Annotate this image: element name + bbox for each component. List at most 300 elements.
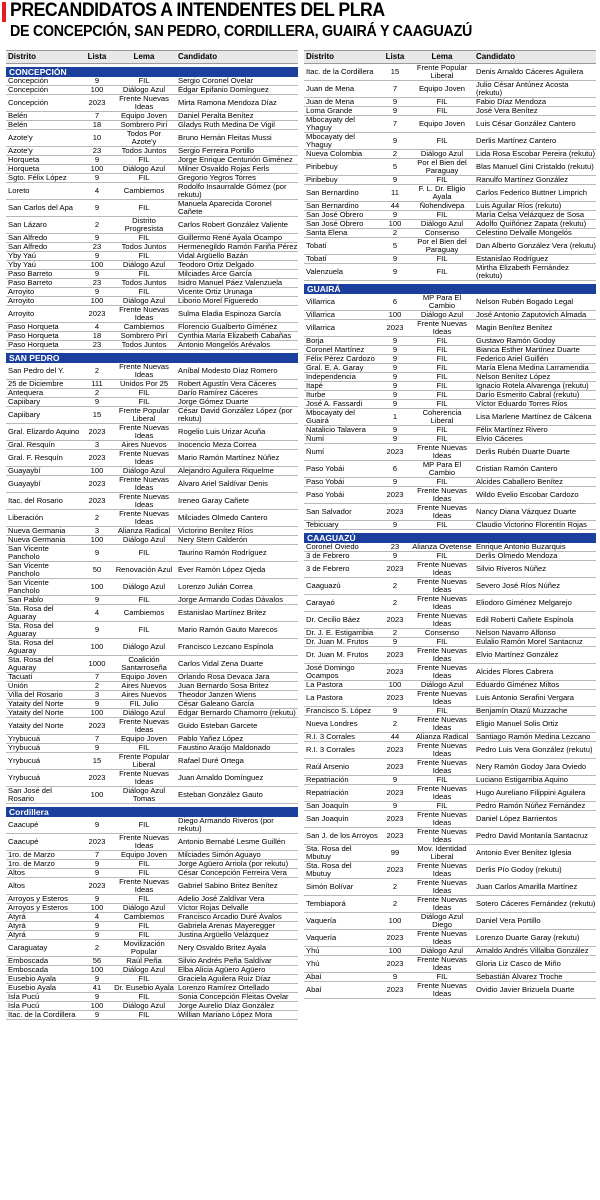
distrito-cell: Repatriación [306,776,349,784]
candidato-cell: Gladys Ruth Medina De Vigil [178,121,275,129]
lista-cell: 100 [388,946,402,955]
lista-cell: 4 [94,608,100,617]
candidato-cell: Guido Esteban Garcete [178,722,258,730]
lista-cell: 56 [92,956,102,965]
table-row [304,733,596,742]
candidato-cell: Victorino Benítez Ríos [178,527,253,535]
candidato-cell: Antonio Mongelós Arévalos [178,341,271,349]
lema-cell: Cambiemos [123,609,165,617]
department-heading: CONCEPCIÓN [6,67,298,77]
distrito-cell: Dr. Juan M. Frutos [306,651,369,659]
candidato-cell: Luciano Estigarribia Aquino [476,776,569,784]
table-row [6,656,298,673]
lema-cell: Frente Nuevas Ideas [417,647,467,663]
lema-cell: Frente Nuevas Ideas [119,878,169,894]
lista-cell: 2023 [386,985,404,994]
distrito-cell: Belén [8,112,28,120]
candidato-cell: Nancy Diana Vázquez Duarte [476,508,577,516]
lema-cell: FIL [436,638,448,646]
distrito-cell: San Bernardino [306,202,359,210]
table-row [304,382,596,391]
lema-cell: Cambiemos [123,187,165,195]
department-heading: GUAIRÁ [304,284,596,294]
lema-cell: FIL [138,821,150,829]
distrito-cell: Antequera [8,389,44,397]
table-row [6,306,298,323]
lista-cell: 100 [90,965,104,974]
candidato-cell: Eligio Manuel Solis Ortiz [476,720,559,728]
candidato-cell: Daniel Vera Portillo [476,917,541,925]
table-row [6,895,298,904]
table-row [304,930,596,947]
lista-cell: 9 [94,699,100,708]
table-row [6,297,298,306]
lista-cell: 7 [94,734,100,743]
candidato-cell: Denis Arnaldo Cáceres Aguilera [476,68,584,76]
lista-cell: 2023 [386,564,404,573]
header-candidato: Candidato [476,52,516,61]
candidato-cell: Benjamín Otazú Muzzache [476,707,568,715]
table-row [6,332,298,341]
lista-cell: 2 [392,598,398,607]
lema-cell: FIL [436,802,448,810]
candidato-cell: Francisco Lezcano Espínola [178,643,274,651]
lema-cell: FIL [436,211,448,219]
lema-cell: Frente Nuevas Ideas [119,770,169,786]
candidato-cell: Mirta Ramona Mendoza Díaz [178,99,277,107]
lema-cell: Frente Popular Liberal [118,753,170,769]
lema-cell: FIL [138,869,150,877]
lista-cell: 9 [392,254,398,263]
distrito-cell: Capiibary [8,398,41,406]
table-row [304,294,596,311]
table-row [304,400,596,409]
lista-cell: 9 [392,372,398,381]
table-row [304,552,596,561]
lista-cell: 99 [390,848,400,857]
lema-cell: Alianza Radical [117,527,171,535]
lista-cell: 9 [94,992,100,1001]
candidato-cell: Julio César Antúnez Acosta (rekutu) [476,81,569,97]
lema-cell: Frente Nuevas Ideas [417,828,467,844]
table-row [6,398,298,407]
candidato-cell: Ovidio Javier Brizuela Duarte [476,986,575,994]
distrito-cell: San José Obrero [306,220,364,228]
lema-cell: Diálogo Azul [122,165,166,173]
lista-cell: 9 [392,267,398,276]
candidato-cell: Adelio José Zaldívar Vera [178,895,265,903]
lema-cell: FIL [138,288,150,296]
table-row [304,435,596,444]
candidato-cell: Daniel Peralta Benítez [178,112,254,120]
lista-cell: 2 [392,899,398,908]
table-row [304,461,596,478]
lema-cell: FIL [138,744,150,752]
candidato-cell: Jorge Aurelio Díaz González [178,1002,275,1010]
distrito-cell: Paso Yobái [306,491,345,499]
distrito-cell: Tobatí [306,242,327,250]
lema-cell: FIL [138,252,150,260]
distrito-cell: Iturbe [306,391,326,399]
lema-cell: FIL [436,435,448,443]
table-row [6,817,298,834]
distrito-cell: Caacupé [8,838,39,846]
lista-cell: 9 [94,76,100,85]
lema-cell: Diálogo Azul [122,536,166,544]
table-row [6,1011,298,1020]
candidato-cell: Sulma Eladia Espinoza García [178,310,281,318]
lema-cell: Consenso [424,629,460,637]
lista-cell: 4 [94,186,100,195]
lista-cell: 9 [392,106,398,115]
table-row [304,220,596,229]
candidato-cell: Gabriel Sabino Britez Benítez [178,882,278,890]
lista-cell: 7 [392,84,398,93]
candidato-cell: Sergio Ferreira Portillo [178,147,254,155]
candidato-cell: Luis Antonio Serafini Vergara [476,694,574,702]
lema-cell: FIL [436,776,448,784]
lema-cell: Equipo Joven [418,120,466,128]
lista-cell: 6 [392,464,398,473]
table-row [304,116,596,133]
lista-cell: 2023 [386,650,404,659]
candidato-cell: Elvio Cáceres [476,435,523,443]
candidato-cell: Robert Agustín Vera Cáceres [178,380,277,388]
table-row [304,98,596,107]
distrito-cell: Arroyito [8,310,35,318]
distrito-cell: Mbocayaty del Guairá [306,409,355,425]
table-row [304,802,596,811]
table-row [304,185,596,202]
candidato-cell: Fabio Díaz Mendoza [476,98,547,106]
lista-cell: 2023 [386,507,404,516]
lista-cell: 9 [392,551,398,560]
lema-cell: Diálogo Azul [122,1002,166,1010]
lema-cell: Todos Juntos [121,279,167,287]
lista-cell: 9 [94,548,100,557]
distrito-cell: Juan de Mena [306,85,355,93]
lema-cell: Aires Nuevos [121,682,167,690]
candidato-cell: Bianca Esther Martínez Duarte [476,346,580,354]
table-row [6,510,298,527]
distrito-cell: San Vicente Pancholo [8,562,49,578]
candidato-cell: Enrique Antonio Buzarquis [476,543,566,551]
lema-cell: Todos Juntos [121,341,167,349]
candidato-cell: Federico Ariel Guillén [476,355,549,363]
lema-cell: Consenso [424,229,460,237]
table-row [6,709,298,718]
lista-cell: 111 [91,379,103,388]
lista-cell: 100 [388,310,402,319]
lista-cell: 9 [94,930,100,939]
lista-cell: 2023 [386,762,404,771]
candidato-cell: Aníbal Modesto Díaz Romero [178,367,278,375]
lista-cell: 2 [392,628,398,637]
candidato-cell: Isidro Manuel Páez Valenzuela [178,279,283,287]
candidato-cell: Cristian Ramón Cantero [476,465,558,473]
candidato-cell: Lida Rosa Escobar Pereira (rekutu) [476,150,596,158]
candidato-cell: Jorge Armando Codas Dávalos [178,596,284,604]
distrito-cell: Loma Grande [306,107,353,115]
table-row [304,487,596,504]
lista-cell: 2 [94,388,100,397]
lista-cell: 44 [390,201,400,210]
distrito-cell: Capiibary [8,411,41,419]
distrito-cell: Arroyos y Esteros [8,904,68,912]
lema-cell: FIL [138,993,150,1001]
candidato-cell: Diego Armando Riveros (por rekutu) [178,817,274,833]
candidato-cell: Elvio Martínez González [476,651,559,659]
lema-cell: Alianza Radical [415,733,469,741]
lema-cell: Diálogo Azul [420,947,464,955]
lista-cell: 7 [94,850,100,859]
lista-cell: 9 [392,390,398,399]
distrito-cell: Yhú [306,960,320,968]
lista-cell: 2023 [88,479,106,488]
lista-cell: 18 [92,331,102,340]
header-lema: Lema [133,52,155,61]
page-title: PRECANDIDATOS A INTENDENTES DEL PLRA [10,0,385,21]
lista-cell: 100 [90,1001,104,1010]
lema-cell: Ñohendivepa [419,202,465,210]
candidato-cell: Nery Ramón Godoy Jara Oviedo [476,763,587,771]
lema-cell: Frente Nuevas Ideas [417,982,467,998]
candidato-cell: Bruno Hernán Fleitas Mussi [178,134,272,142]
distrito-cell: Guayaybí [8,480,41,488]
lema-cell: MP Para El Cambio [422,294,462,310]
lema-cell: Diálogo Azul [122,583,166,591]
distrito-cell: Vaquería [306,934,337,942]
candidato-cell: Vidal Argüello Bazán [178,252,248,260]
table-row [304,409,596,426]
candidato-cell: Claudio Victorino Florentín Rojas [476,521,587,529]
lema-cell: FIL [436,521,448,529]
distrito-cell: Horqueta [8,156,40,164]
distrito-cell: San José del Rosario [8,787,52,803]
distrito-cell: Villarrica [306,311,335,319]
distrito-cell: 1ro. de Marzo [8,851,55,859]
distrito-cell: Gral. F. Resquín [8,454,63,462]
distrito-cell: Sta. Rosa del Mbutuy [306,845,352,861]
table-row [304,133,596,150]
distrito-cell: Dr. Juan M. Frutos [306,638,369,646]
distrito-cell: Sta. Rosa del Aguaray [8,605,54,621]
candidato-cell: Dan Alberto González Vera (rekutu) [476,242,596,250]
distrito-cell: San Joaquín [306,815,349,823]
distrito-cell: Tebicuary [306,521,339,529]
lista-cell: 2 [94,220,100,229]
lema-cell: FIL [436,382,448,390]
candidato-cell: Cynthia María Elizabeth Cabañas [178,332,292,340]
lista-cell: 2023 [386,831,404,840]
distrito-cell: Dr. J. E. Estigarribia [306,629,374,637]
lista-cell: 15 [390,67,400,76]
lista-cell: 9 [392,136,398,145]
table-row [6,562,298,579]
lista-cell: 9 [392,381,398,390]
candidato-cell: Florencio Gualberto Giménez [178,323,278,331]
lista-cell: 9 [94,203,100,212]
lema-cell: FIL [436,137,448,145]
lema-cell: Por el Bien del Paraguay [417,159,467,175]
lema-cell: Frente Nuevas Ideas [119,476,169,492]
distrito-cell: Paso Barreto [8,279,53,287]
candidato-cell: Graciela Aguilera Ruiz Díaz [178,975,271,983]
table-row [6,165,298,174]
table-row [304,759,596,776]
table-row [6,389,298,398]
table-row [6,407,298,424]
candidato-cell: Eduardo Giménez Miltos [476,681,560,689]
candidato-cell: María Celsa Velázquez de Sosa [476,211,585,219]
distrito-cell: San Alfredo [8,234,48,242]
distrito-cell: Sta. Rosa del Mbutuy [306,862,352,878]
lema-cell: Equipo Joven [120,112,168,120]
table-row [6,913,298,922]
table-row [6,860,298,869]
lema-cell: FIL [436,426,448,434]
table-row [6,95,298,112]
candidato-cell: Milciades Arce García [178,270,252,278]
candidato-cell: Nelson Navarro Alfonso [476,629,556,637]
table-row [304,785,596,802]
table-row [6,424,298,441]
lista-cell: 100 [388,680,402,689]
table-row [6,527,298,536]
lista-cell: 5 [392,241,398,250]
lista-cell: 2023 [386,667,404,676]
table-row [304,896,596,913]
lema-cell: Frente Nuevas Ideas [119,306,169,322]
candidato-cell: Ignacio Rotela Alvarenga (rekutu) [476,382,589,390]
lema-cell: FIL [436,707,448,715]
candidato-cell: Alejandro Aguilera Riquelme [178,467,274,475]
lema-cell: Equipo Joven [120,851,168,859]
lista-cell: 9 [94,974,100,983]
table-row [304,879,596,896]
lista-cell: 2023 [88,453,106,462]
distrito-cell: Unión [8,682,28,690]
lista-cell: 44 [390,732,400,741]
lista-cell: 3 [94,526,100,535]
lema-cell: Frente Nuevas Ideas [417,320,467,336]
lema-cell: Diálogo Azul [122,643,166,651]
table-row [304,159,596,176]
lista-cell: 9 [94,251,100,260]
lista-cell: 4 [94,912,100,921]
table-row [6,673,298,682]
distrito-cell: Independencia [306,373,356,381]
candidato-cell: Eulalio Ramón Morel Santacruz [476,638,583,646]
distrito-cell: 1ro. de Marzo [8,860,55,868]
lista-cell: 100 [90,903,104,912]
lista-cell: 100 [90,466,104,475]
lema-cell: FIL [436,98,448,106]
candidato-cell: Teodoro Ortiz Delgado [178,261,254,269]
table-row [6,622,298,639]
candidato-cell: Juan Carlos Amarilla Martínez [476,883,578,891]
table-row [6,984,298,993]
table-row [6,1002,298,1011]
candidato-cell: Liborio Morel Figueredo [178,297,259,305]
lema-cell: Diálogo Azul [122,86,166,94]
department-heading: CAAGUAZÚ [304,533,596,543]
lista-cell: 9 [392,399,398,408]
candidato-cell: Taurino Ramón Rodríguez [178,549,267,557]
lema-cell: FIL [138,270,150,278]
lista-cell: 100 [388,219,402,228]
distrito-cell: Nueva Germania [8,527,66,535]
candidato-cell: Gabriela Arenas Mayeregger [178,922,276,930]
lema-cell: Frente Nuevas Ideas [417,487,467,503]
distrito-cell: San Bernardino [306,189,359,197]
candidato-cell: Faustino Araújo Maldonado [178,744,271,752]
table-row [6,323,298,332]
distrito-cell: 25 de Diciembre [8,380,64,388]
distrito-cell: José A. Fassardi [306,400,363,408]
candidato-cell: Edil Roberti Cañete Espínola [476,616,574,624]
table-row [6,261,298,270]
candidato-cell: Sebastián Álvarez Troche [476,973,563,981]
table-row [304,337,596,346]
lema-cell: FIL [436,973,448,981]
distrito-cell: R.I. 3 Corrales [306,746,355,754]
distrito-cell: Paso Barreto [8,270,53,278]
lema-cell: Frente Nuevas Ideas [417,742,467,758]
table-row [304,355,596,364]
lema-cell: Frente Nuevas Ideas [119,95,169,111]
table-row [6,112,298,121]
distrito-cell: Nueva Germania [8,536,66,544]
table-row [6,851,298,860]
lema-cell: Dr. Eusebio Ayala [114,984,174,992]
table-row [6,147,298,156]
lista-cell: 9 [392,210,398,219]
lista-cell: 9 [94,921,100,930]
candidato-cell: Pedro Luis Vera González (rekutu) [476,746,593,754]
lema-cell: FIL [436,391,448,399]
lema-cell: Frente Nuevas Ideas [417,690,467,706]
distrito-cell: Ñumí [306,448,325,456]
lema-cell: Cambiemos [123,913,165,921]
lista-cell: 15 [92,410,102,419]
candidato-cell: Carlos Federico Buttner Limprich [476,189,587,197]
candidato-cell: Jorge Gómez Duarte [178,398,249,406]
table-row [304,690,596,707]
candidato-cell: Inocencio Meza Correa [178,441,257,449]
distrito-cell: Arroyos y Esteros [8,895,68,903]
table-row [6,691,298,700]
lema-cell: Diálogo Azul [122,467,166,475]
table-row [304,426,596,435]
lema-cell: Frente Nuevas Ideas [119,834,169,850]
distrito-cell: Atyrá [8,922,26,930]
table-row [304,973,596,982]
table-row [6,77,298,86]
lema-cell: Diálogo Azul [122,966,166,974]
lista-cell: 2023 [88,427,106,436]
table-row [6,252,298,261]
table-row [304,716,596,733]
candidato-cell: Luis Aguilar Ríos (rekutu) [476,202,562,210]
lema-cell: Coherencia Liberal [422,409,462,425]
table-row [6,682,298,691]
distrito-cell: San José Obrero [306,211,364,219]
distrito-cell: Altos [8,869,25,877]
candidato-cell: Pedro David Montanía Santacruz [476,832,588,840]
table-row [6,183,298,200]
candidato-cell: Nelson Rubén Bogado Legal [476,298,574,306]
